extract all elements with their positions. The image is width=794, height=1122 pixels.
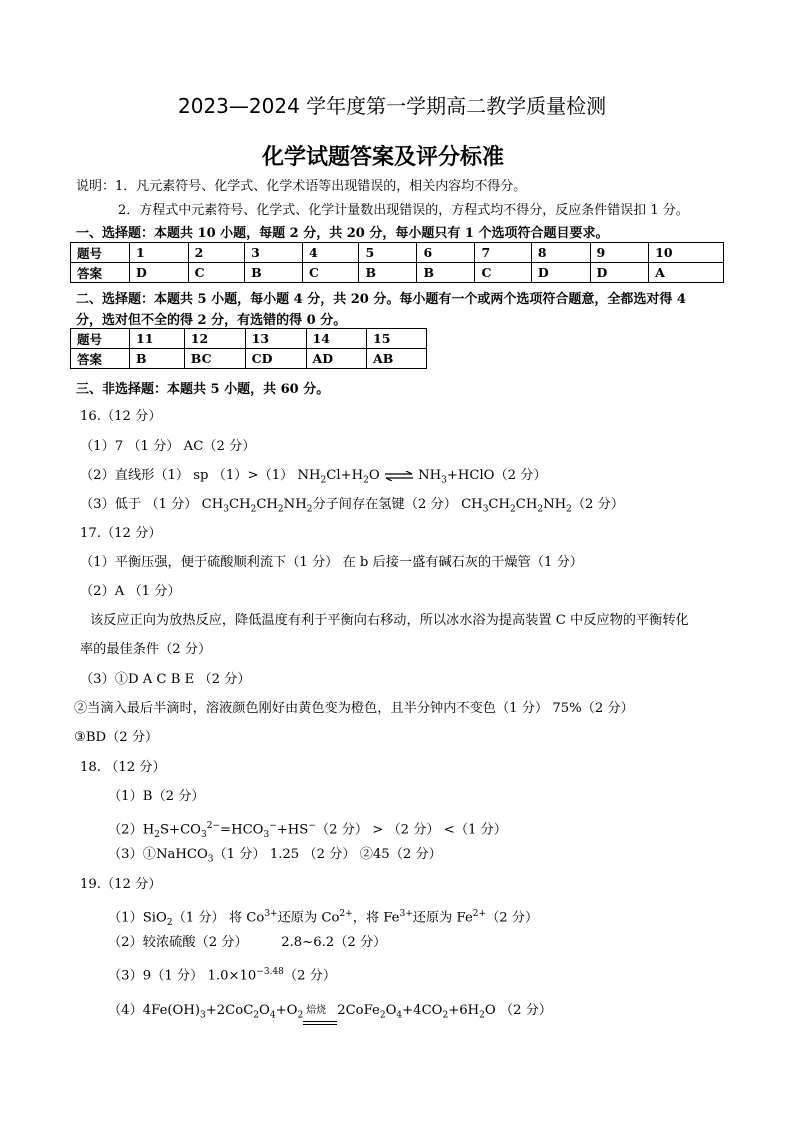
table-cell: 4 [303,243,359,263]
section2-table [70,328,427,369]
table-cell: 6 [417,243,475,263]
reaction-condition: 焙烧 [303,1015,337,1025]
section1-heading: 一、选择题：本题共 10 小题，每题 2 分，共 20 分，每小题只有 1 个选项符合题目要求。 [76,226,609,241]
row-label: 题号 [71,243,130,263]
section1-table [70,242,724,283]
table-cell: 1 [130,243,189,263]
table-cell: 2 [188,243,244,263]
table-cell: 7 [475,243,531,263]
q17-line-2: （2）A （1 分） [80,584,181,599]
table-row [71,243,724,263]
q16-line-1: （1）7 （1 分） AC（2 分） [80,439,256,454]
table-cell: B [245,263,303,283]
q16-line-3: （3）低于 （1 分） $CH_3CH_2CH_2NH_2$分子间存在氢键（2 分） $CH_3CH_2CH_2NH_2(2$ 分） [80,497,625,515]
table-cell: 10 [649,243,724,263]
row-label: 答案 [71,263,130,283]
table-cell: D [130,263,189,283]
q17-line-4: 率的最佳条件（2 分） [80,642,212,657]
q17-line-7: ③BD（2 分） [74,730,159,745]
table-cell: 11 [130,329,185,349]
q18-line-3: （3）①NaHCO$_3$（1 分） 1.25 （2 分） ②45（2 分） [108,847,442,865]
table-cell: B [130,349,185,369]
table-row [71,329,427,349]
table-cell: 8 [531,243,590,263]
table-cell: 9 [590,243,649,263]
table-cell: D [531,263,590,283]
table-cell: C [475,263,531,283]
table-cell: B [417,263,475,283]
table-cell: AB [367,349,427,369]
section3-heading: 三、非选择题：本题共 5 小题，共 60 分。 [76,382,330,397]
q19-title: 19.（12 分） [80,877,162,892]
table-cell: 5 [359,243,417,263]
q19-line-3: （3）9（1 分） $1.0\times 10^{-3.48}(2$ 分） [108,967,337,984]
row-label: 答案 [71,349,130,369]
equilibrium-arrow-icon [384,471,414,481]
q16-line-2: （2）直线形（1） sp （1）>（1） $NH_2Cl+H_2O$ $NH_3+HClO(2$ 分） [80,468,547,486]
table-cell: AD [306,349,366,369]
table-cell: 12 [184,329,245,349]
q17-line-1: （1）平衡压强，便于硫酸顺利流下（1 分） 在 b 后接一盛有碱石灰的干燥管（1 分） [80,555,583,570]
note-line-2: 2．方程式中元素符号、化学式、化学计量数出现错误的，方程式均不得分，反应条件错误扣 1 分。 [118,203,689,218]
table-cell: 3 [245,243,303,263]
table-cell: 13 [245,329,306,349]
table-cell: A [649,263,724,283]
table-cell: 15 [367,329,427,349]
q17-line-5: （3）①D A C B E （2 分） [80,672,251,687]
table-cell: C [303,263,359,283]
q17-title: 17.（12 分） [80,526,162,541]
table-cell: C [188,263,244,283]
table-cell: 14 [306,329,366,349]
q19-line-4: $(4)4Fe(OH)_3+2CoC_2O_4+O_2$ 焙烧 $2CoFe_2O_4+4CO_2+6H_2O$ （2 分） [108,1002,552,1025]
table-cell: D [590,263,649,283]
q16-title: 16.（12 分） [80,409,162,424]
note-line-1: 说明：1．凡元素符号、化学式、化学术语等出现错误的，相关内容均不得分。 [76,179,527,194]
table-cell: BC [184,349,245,369]
answer-key-title: 化学试题答案及评分标准 [262,145,505,170]
table-row [71,349,427,369]
table-cell: B [359,263,417,283]
section2-heading-1: 二、选择题：本题共 5 小题，每小题 4 分，共 20 分。每小题有一个或两个选项符合题意，全都选对得 4 [76,292,686,307]
exam-title: 2023—2024 学年度第一学期高二教学质量检测 [178,94,607,118]
q18-title: 18. （12 分） [80,760,166,775]
table-cell: CD [245,349,306,369]
table-row [71,263,724,283]
q18-line-2: $(2)H_2S+CO_3^{2-}=HCO_3^-+HS^-(2$ 分） > （2 分） <（1 分） [108,821,507,841]
row-label: 题号 [71,329,130,349]
q17-line-3: 该反应正向为放热反应，降低温度有利于平衡向右移动，所以冰水浴为提高装置 C 中反应物的平衡转化 [90,613,689,628]
q19-line-1: （1）SiO$_2$（1 分） 将 $Co^{3+}$还原为 $Co^{2+}$，将 $Fe^{3+}$还原为 $Fe^{2+}(2$ 分） [108,909,539,929]
q17-line-6: ②当滴入最后半滴时，溶液颜色刚好由黄色变为橙色，且半分钟内不变色（1 分） 75%（2 分） [74,701,634,716]
q18-line-1: （1）B（2 分） [108,789,205,804]
section2-heading-2: 分，选对但不全的得 2 分，有选错的得 0 分。 [76,313,347,328]
q19-line-2: （2）较浓硫酸（2 分） 2.8~6.2（2 分） [108,935,387,950]
